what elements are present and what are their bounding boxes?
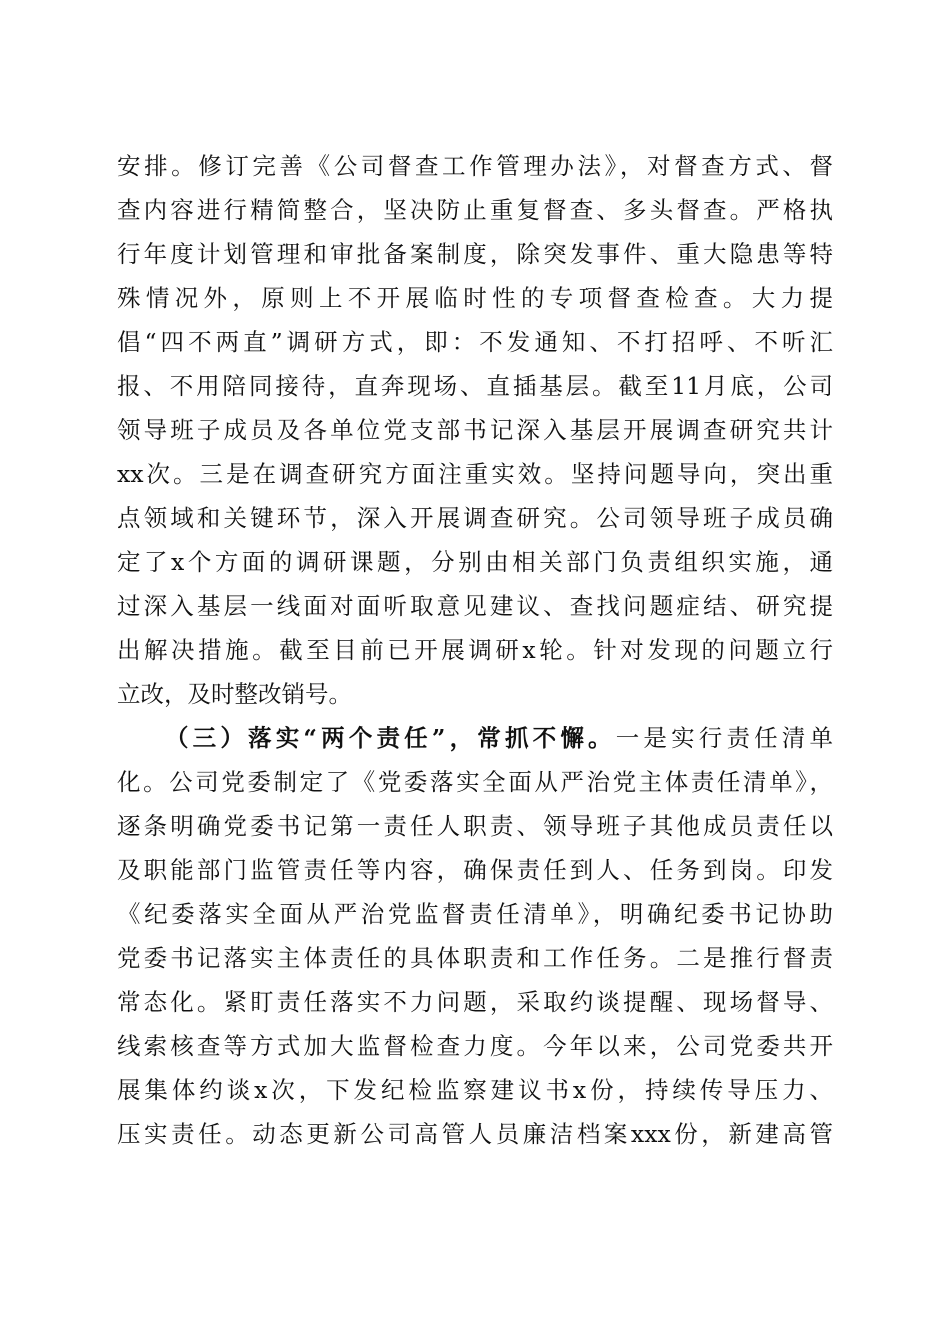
paragraph-line: 倡“四不两直”调研方式，即：不发通知、不打招呼、不听汇 xyxy=(117,328,833,356)
paragraph-line: 及职能部门监管责任等内容，确保责任到人、任务到岗。印发 xyxy=(117,856,833,884)
paragraph-line: 《纪委落实全面从严治党监督责任清单》，明确纪委书记协助 xyxy=(117,900,833,928)
paragraph-line: 展集体约谈x次，下发纪检监察建议书x份，持续传导压力、 xyxy=(117,1076,833,1104)
paragraph-1 xyxy=(117,144,833,716)
paragraph-line-rest: 一是实行责任清单 xyxy=(615,724,834,752)
document-body xyxy=(117,144,833,1156)
paragraph-line: 报、不用陪同接待，直奔现场、直插基层。截至11月底，公司 xyxy=(117,372,833,400)
paragraph-line: 化。公司党委制定了《党委落实全面从严治党主体责任清单》， xyxy=(117,768,833,796)
paragraph-first-line xyxy=(117,716,833,760)
paragraph-2 xyxy=(117,716,833,1156)
paragraph-line: 过深入基层一线面对面听取意见建议、查找问题症结、研究提 xyxy=(117,592,833,620)
paragraph-line: 定了x个方面的调研课题，分别由相关部门负责组织实施，通 xyxy=(117,548,833,576)
paragraph-line: 出解决措施。截至目前已开展调研x轮。针对发现的问题立行 xyxy=(117,636,833,664)
paragraph-line: 常态化。紧盯责任落实不力问题，采取约谈提醒、现场督导、 xyxy=(117,988,833,1016)
paragraph-line: 安排。修订完善《公司督查工作管理办法》，对督查方式、督 xyxy=(117,152,833,180)
paragraph-line: xx次。三是在调查研究方面注重实效。坚持问题导向，突出重 xyxy=(117,460,833,488)
paragraph-line: 逐条明确党委书记第一责任人职责、领导班子其他成员责任以 xyxy=(117,812,833,840)
paragraph-line: 党委书记落实主体责任的具体职责和工作任务。二是推行督责 xyxy=(117,944,833,972)
paragraph-line: 领导班子成员及各单位党支部书记深入基层开展调查研究共计 xyxy=(117,416,833,444)
paragraph-line: 点领域和关键环节，深入开展调查研究。公司领导班子成员确 xyxy=(117,504,833,532)
paragraph-line: 查内容进行精简整合，坚决防止重复督查、多头督查。严格执 xyxy=(117,196,833,224)
paragraph-line: 线索核查等方式加大监督检查力度。今年以来，公司党委共开 xyxy=(117,1032,833,1060)
paragraph-line: 行年度计划管理和审批备案制度，除突发事件、重大隐患等特 xyxy=(117,240,833,268)
section-heading: （三）落实“两个责任”，常抓不懈。 xyxy=(165,724,616,752)
paragraph-line: 立改，及时整改销号。 xyxy=(117,680,352,708)
paragraph-line: 殊情况外，原则上不开展临时性的专项督查检查。大力提 xyxy=(117,284,833,312)
paragraph-line: 压实责任。动态更新公司高管人员廉洁档案xxx份，新建高管 xyxy=(117,1120,833,1148)
